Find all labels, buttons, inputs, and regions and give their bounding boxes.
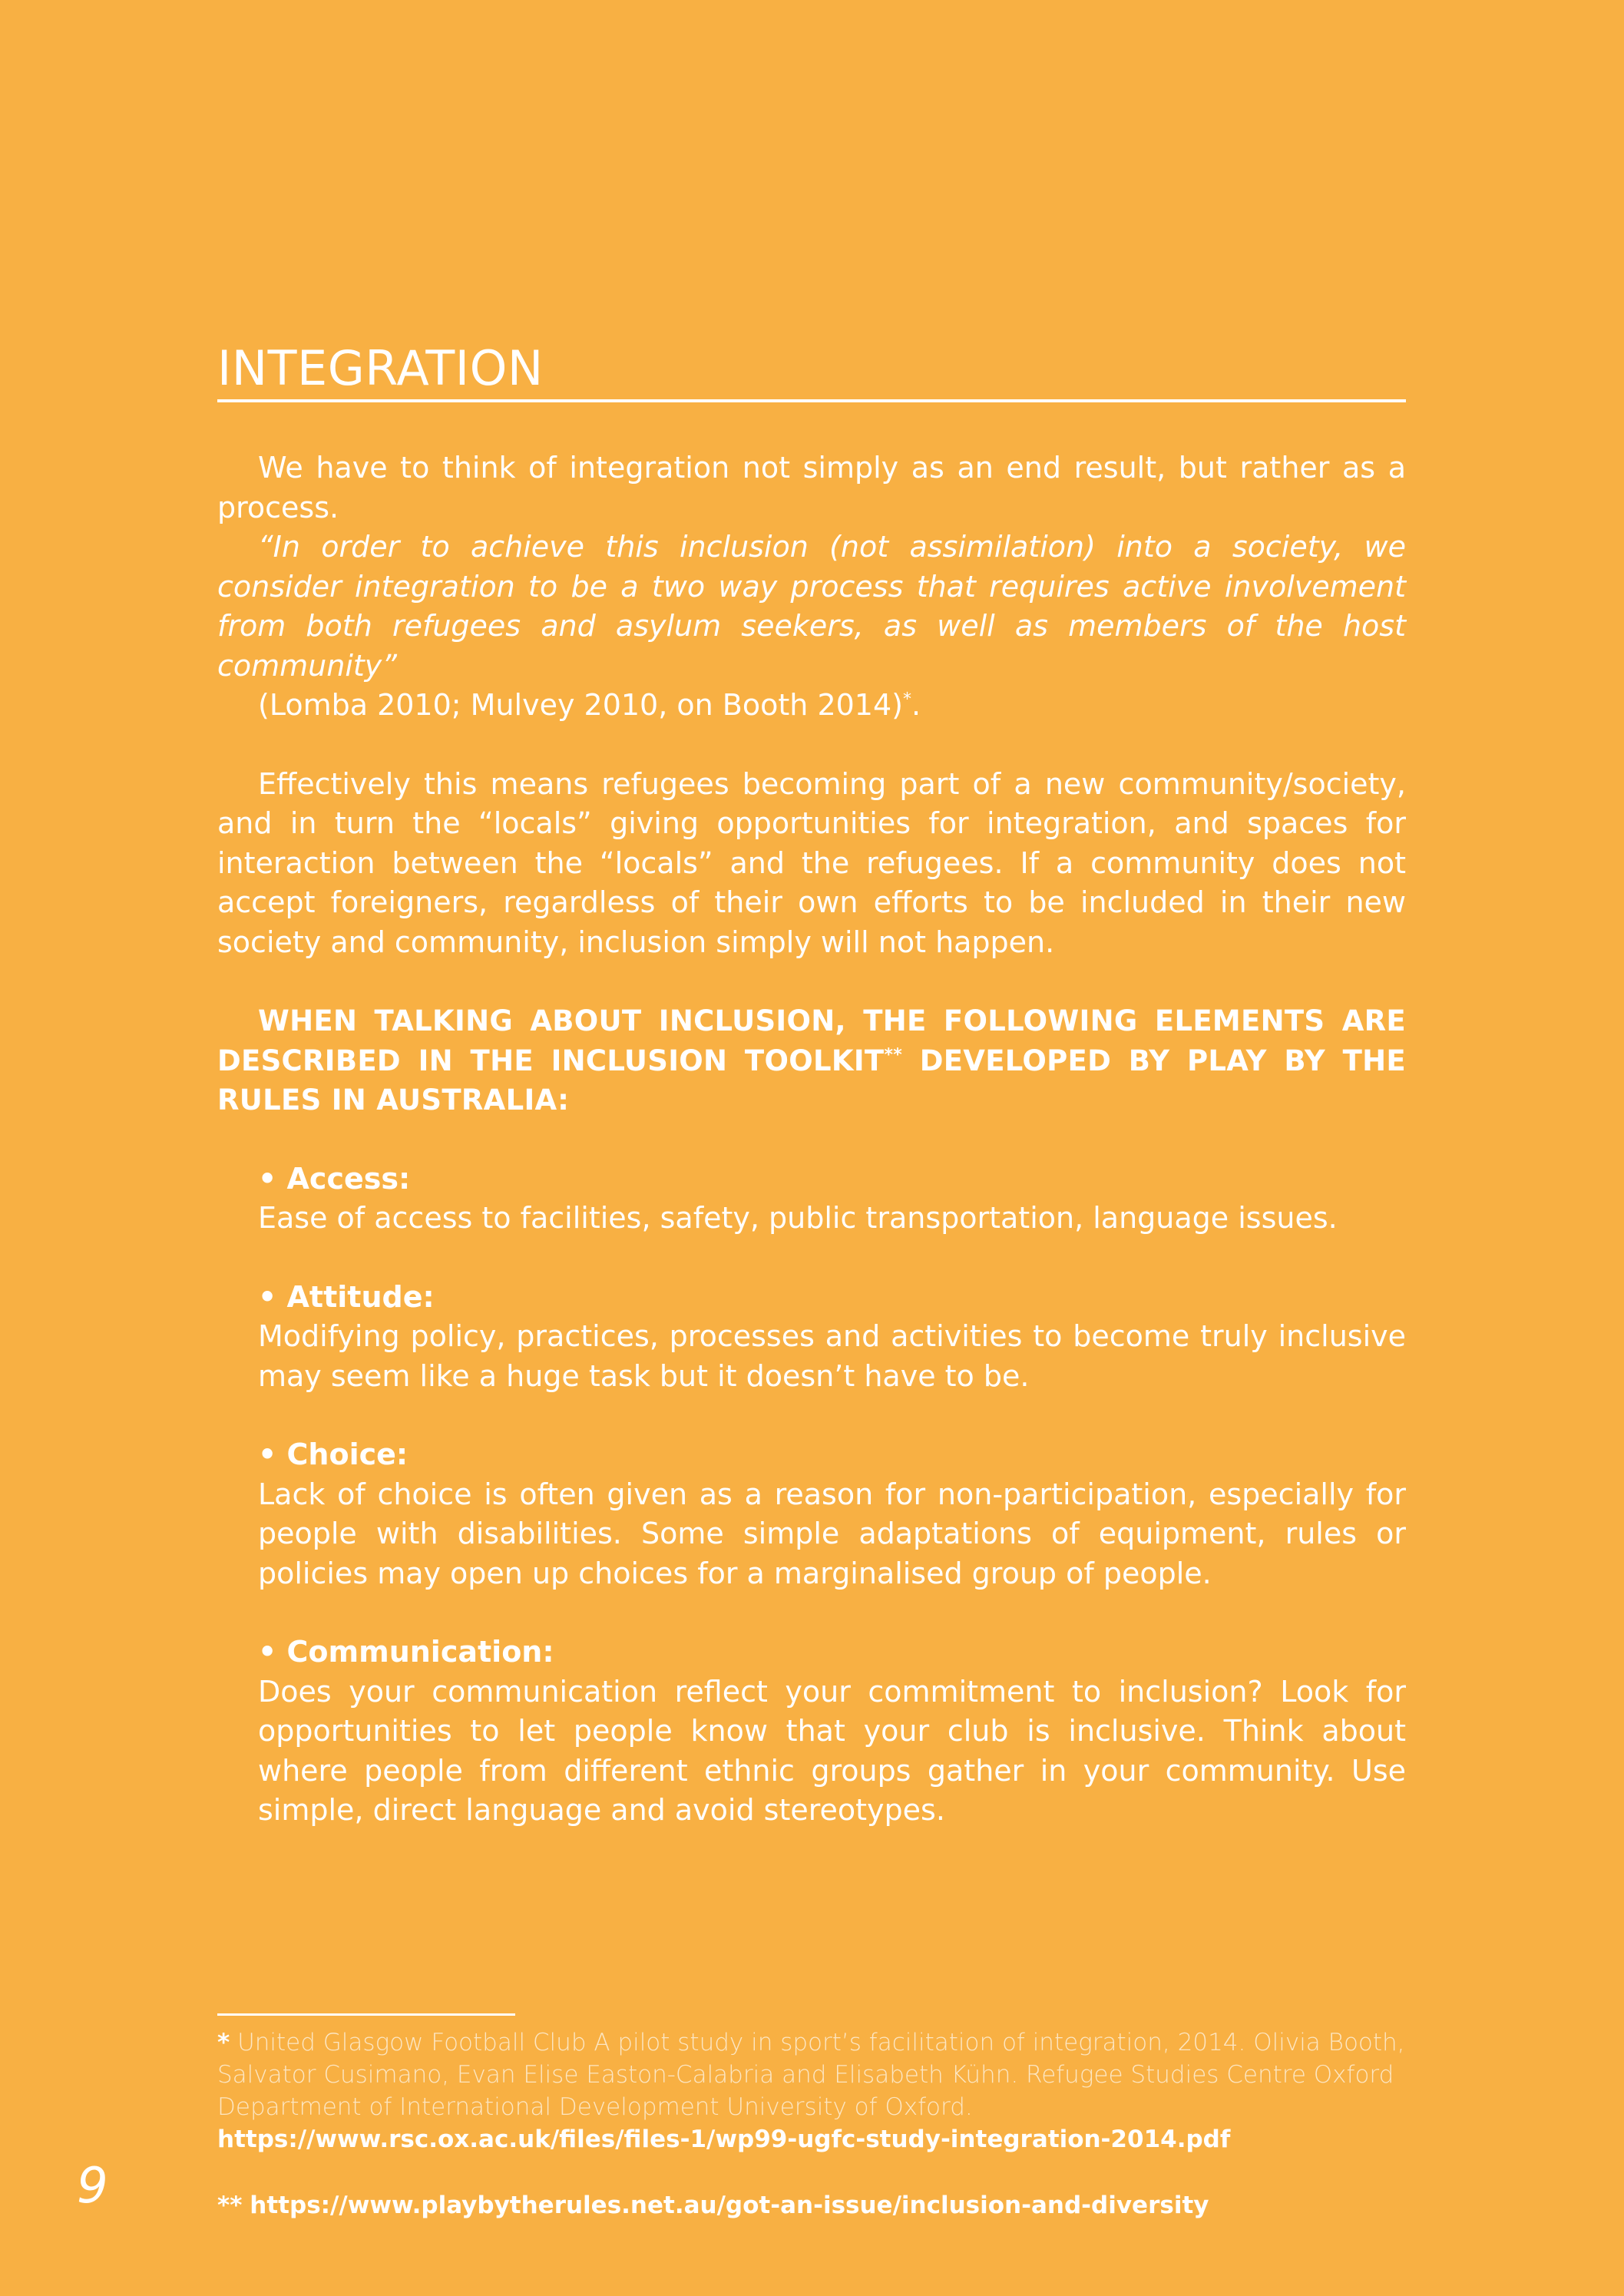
footnote-1: [217, 2026, 1406, 2123]
footnote-2-marker: **: [217, 2192, 243, 2219]
quote-citation: [217, 686, 1406, 726]
communication-label: • Communication:: [258, 1635, 554, 1669]
toolkit-footnote-marker: **: [884, 1045, 903, 1065]
footnotes: [217, 2013, 1406, 2222]
footnote-divider: [217, 2013, 515, 2016]
list-item-access: [258, 1160, 1406, 1239]
citation-period: .: [911, 688, 921, 723]
footnote-1-text: United Glasgow Football Club A pilot study in sport’s facilitation of integration, 2014. Olivia Booth, Salvator Cusimano, Evan Elise Easton-Calabria and Elisabeth Kühn. Refugee Studies Centre Oxford Department of International Development University of Oxford.: [217, 2029, 1405, 2121]
attitude-label: • Attitude:: [258, 1279, 435, 1314]
list-item-communication: [258, 1633, 1406, 1831]
footnote-1-link[interactable]: https://www.rsc.ox.ac.uk/files/files-1/wp99-ugfc-study-integration-2014.pdf: [217, 2126, 1231, 2153]
title-underline: [217, 399, 1406, 402]
access-description: Ease of access to facilities, safety, public transportation, language issues.: [258, 1201, 1338, 1236]
page-title: INTEGRATION: [217, 340, 544, 396]
citation-footnote-marker: *: [902, 690, 911, 710]
toolkit-heading-text: WHEN TALKING ABOUT INCLUSION, THE FOLLOWING ELEMENTS ARE DESCRIBED IN THE INCLUSION TOOLKIT: [217, 1004, 1406, 1077]
footnote-2: [217, 2189, 1406, 2222]
body-paragraph: Effectively this means refugees becoming part of a new community/society, and in turn the “locals” giving opportunities for integration, and spaces for interaction between the “locals” and the refugees. If a community does not accept foreigners, regardless of their own efforts to be included in their new society and community, inclusion simply will not happen.: [217, 766, 1406, 959]
choice-description: Lack of choice is often given as a reason for non-participation, especially for people with disabilities. Some simple adaptations of equipment, rules or policies may open up choices for a marginalised group of people.: [258, 1477, 1406, 1590]
main-content: [217, 342, 1406, 1831]
footnote-1-marker: *: [217, 2029, 230, 2056]
integration-quote: “In order to achieve this inclusion (not assimilation) into a society, we consider integration to be a two way process that requires active involvement from both refugees and asylum seekers, as well as members of the host community”: [217, 530, 1406, 683]
toolkit-heading-text-end: DEVELOPED BY PLAY BY THE RULES IN AUSTRALIA:: [217, 1044, 1406, 1117]
inclusion-elements-list: [258, 1160, 1406, 1831]
attitude-description: Modifying policy, practices, processes and activities to become truly inclusive may seem like a huge task but it doesn’t have to be.: [258, 1319, 1406, 1393]
access-label: • Access:: [258, 1161, 411, 1196]
citation-text: (Lomba 2010; Mulvey 2010, on Booth 2014): [258, 688, 903, 723]
communication-description: Does your communication reflect your commitment to inclusion? Look for opportunities to let people know that your club is inclusive. Think about where people from different ethnic groups gather in your community. Use simple, direct language and avoid stereotypes.: [258, 1674, 1406, 1828]
choice-label: • Choice:: [258, 1437, 408, 1472]
list-item-attitude: [258, 1278, 1406, 1397]
toolkit-heading: [217, 1001, 1406, 1120]
list-item-choice: [258, 1435, 1406, 1593]
page-number: 9: [77, 2158, 108, 2215]
intro-paragraph: We have to think of integration not simply as an end result, but rather as a process.: [217, 451, 1406, 524]
footnote-2-link[interactable]: https://www.playbytherules.net.au/got-an-issue/inclusion-and-diversity: [250, 2192, 1209, 2219]
